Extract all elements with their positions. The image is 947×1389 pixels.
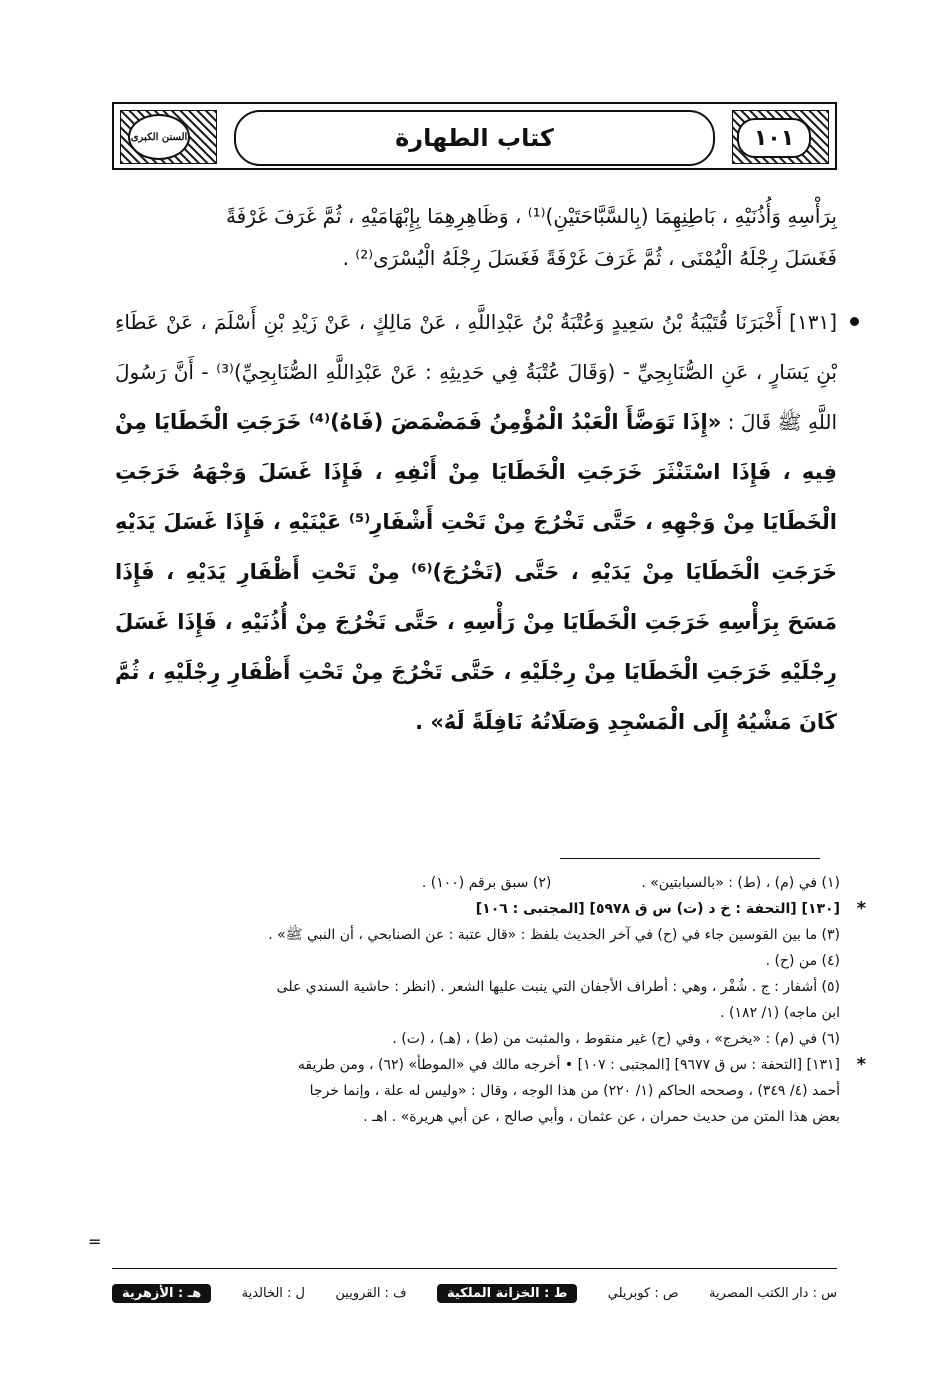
star-icon: * xyxy=(856,1054,866,1075)
book-logo: السنن الكبرى xyxy=(128,114,190,160)
footnote-4: (٤) من (ح) . xyxy=(765,953,840,969)
footnote-divider xyxy=(560,858,820,859)
hadith-matn: «إِذَا تَوَضَّأَ الْعَبْدُ الْمُؤْمِنُ فَمَضْمَضَ (فَاهُ)⁽⁴⁾ خَرَجَتِ الْخَطَايَا مِنْ فِيهِ ، فَإِذَا اسْتَنْثَرَ خَرَجَتِ الْخَطَايَا مِنْ أَنْفِهِ ، فَإِذَا غَسَلَ وَجْهَهُ خَرَجَتِ الْخَطَايَا مِنْ وَجْهِهِ ، حَتَّى تَخْرُجَ مِنْ تَحْتِ أَشْفَارِ⁽⁵⁾ عَيْنَيْهِ ، فَإِذَا غَسَلَ يَدَيْهِ خَرَجَتِ الْخَطَايَا مِنْ يَدَيْهِ ، حَتَّى (تَخْرُجَ)⁽⁶⁾ مِنْ تَحْتِ أَظْفَارِ يَدَيْهِ ، فَإِذَا مَسَحَ بِرَأْسِهِ خَرَجَتِ الْخَطَايَا مِنْ رَأْسِهِ ، حَتَّى تَخْرُجَ مِنْ أُذُنَيْهِ ، فَإِذَا غَسَلَ رِجْلَيْهِ خَرَجَتِ الْخَطَايَا مِنْ رِجْلَيْهِ ، حَتَّى تَخْرُجَ مِنْ تَحْتِ أَظْفَارِ رِجْلَيْهِ ، ثُمَّ كَانَ مَشْيُهُ إِلَى الْمَسْجِدِ وَصَلَاتُهُ نَافِلَةً لَهُ» . xyxy=(115,410,837,734)
takhrij-131-text: [١٣١] [التحفة : س ق ٩٦٧٧] [المجتبى : ١٠٧] • أخرجه مالك في «الموطأ» (٦٢) ، ومن طريقه xyxy=(297,1057,840,1073)
legend-f: ف : القرويين xyxy=(335,1285,407,1301)
footnotes xyxy=(110,870,866,1130)
chapter-title: كتاب الطهارة xyxy=(234,110,715,166)
legend-s2: ص : كوبريلي xyxy=(607,1285,679,1301)
footnote-5-cont: ابن ماجه) (١/ ١٨٢) . xyxy=(720,1005,840,1021)
page-number: ١٠١ xyxy=(737,118,811,158)
takhrij-131 xyxy=(110,1052,866,1078)
footnote-row xyxy=(110,870,840,896)
legend-t: ط : الخزانة الملكية xyxy=(437,1284,577,1303)
star-icon: * xyxy=(856,898,866,919)
legend-s: س : دار الكتب المصرية xyxy=(708,1285,837,1301)
main-text xyxy=(115,195,837,747)
footnote-1: (١) في (م) ، (ط) : «بالسبابتين» . xyxy=(641,875,840,891)
hadith-isnad: [١٣١] أَخْبَرَنَا قُتَيْبَةُ بْنُ سَعِيدٍ وَعُتْبَةُ بْنُ عَبْدِاللَّهِ ، عَنْ مَالِكٍ ، عَنْ زَيْدِ بْنِ أَسْلَمَ ، عَنْ عَطَاءِ بْنِ يَسَارٍ ، عَنِ الصُّنَابِحِيِّ - (وَقَالَ عُتْبَةُ فِي حَدِيثِهِ : عَنْ عَبْدِاللَّهِ الصُّنَابِحِيِّ)⁽³⁾ - أَنَّ رَسُولَ اللَّهِ ﷺ قَالَ : xyxy=(115,310,838,434)
footnote-5: (٥) أشفار : ج . شُفْر ، وهي : أطراف الأجفان التي ينبت عليها الشعر . (انظر : حاشية السندي على xyxy=(276,979,840,995)
footnote-2: (٢) سبق برقم (١٠٠) . xyxy=(421,875,552,891)
manuscript-legend xyxy=(112,1276,837,1310)
margin-mark: = xyxy=(88,1232,102,1251)
takhrij-131-cont: أحمد (٤/ ٣٤٩) ، وصححه الحاكم (١/ ٢٢٠) من هذا الوجه ، وقال : «وليس له علة ، وإنما خرجا xyxy=(309,1083,840,1099)
text-line: فَغَسَلَ رِجْلَهُ الْيُمْنَى ، ثُمَّ غَرَفَ غَرْفَةً فَغَسَلَ رِجْلَهُ الْيُسْرَى⁽²⁾ . xyxy=(342,246,837,270)
takhrij-130 xyxy=(110,896,866,922)
page-header xyxy=(112,102,837,170)
footnote-3: (٣) ما بين القوسين جاء في (ح) في آخر الحديث بلفظ : «قال عتبة : عن الصنابحي ، أن النبي ﷺ» . xyxy=(268,927,840,943)
text-line: بِرَأْسِهِ وَأُذُنَيْهِ ، بَاطِنِهِمَا (بِالسَّبَّاحَتَيْنِ)⁽¹⁾ ، وَظَاهِرِهِمَا بِإِبْهَامَيْهِ ، ثُمَّ غَرَفَ غَرْفَةً xyxy=(225,204,837,228)
hadith-131 xyxy=(115,297,837,747)
bullet-icon xyxy=(850,317,859,326)
takhrij-130-text: [١٣٠] [التحفة : خ د (ت) س ق ٥٩٧٨] [المجتبى : ١٠٦] xyxy=(475,901,840,917)
takhrij-131-cont: بعض هذا المتن من حديث حمران ، عن عثمان ، وأبي صالح ، عن أبي هريرة» . اهـ . xyxy=(363,1109,840,1125)
footer-divider xyxy=(112,1268,837,1269)
footnote-6: (٦) في (م) : «يخرج» ، وفي (ح) غير منقوط ، والمثبت من (ط) ، (هـ) ، (ت) . xyxy=(392,1031,840,1047)
legend-l: ل : الخالدية xyxy=(241,1285,305,1301)
legend-h: هـ : الأزهرية xyxy=(112,1284,211,1303)
